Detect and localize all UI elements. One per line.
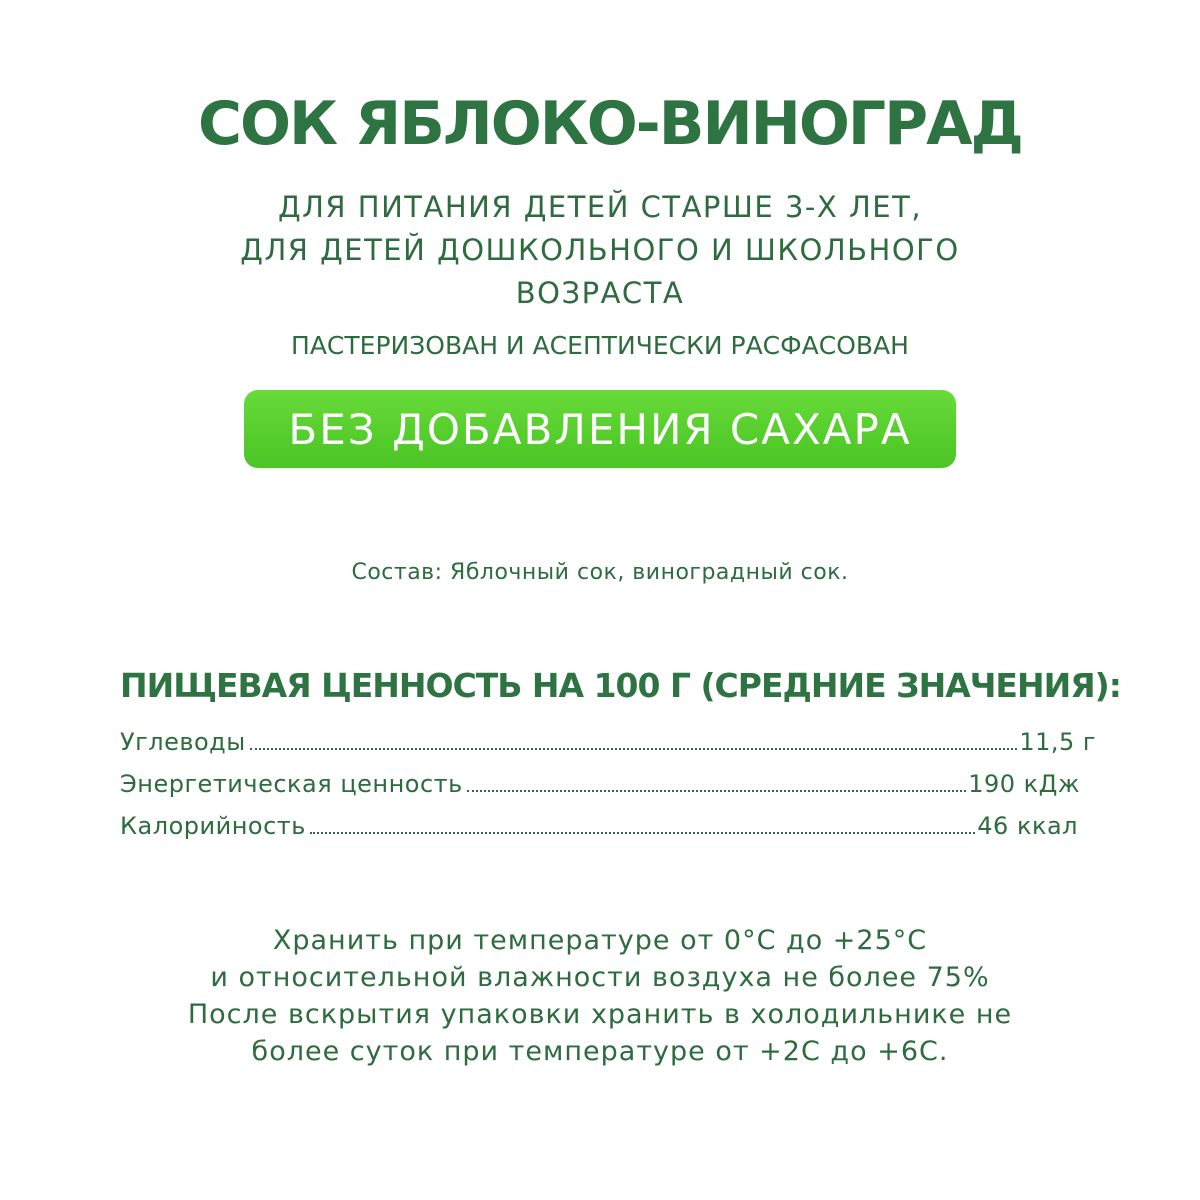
subtitle-line: ВОЗРАСТА [515,276,685,310]
subtitle-line: ДЛЯ ДЕТЕЙ ДОШКОЛЬНОГО И ШКОЛЬНОГО [240,233,960,267]
nutrition-row-name: Энергетическая ценность [120,770,463,798]
processing-note: ПАСТЕРИЗОВАН И АСЕПТИЧЕСКИ РАСФАСОВАН [291,331,909,360]
product-subtitle [0,186,1200,315]
nutrition-row-value: 190 кДж [968,770,1080,798]
storage-line: После вскрытия упаковки хранить в холодильнике не [187,999,1013,1030]
nutrition-row-value: 46 ккал [977,812,1078,840]
nutrition-row-carbs [120,724,1096,760]
dot-leader [250,748,1018,750]
subtitle-line: ДЛЯ ПИТАНИЯ ДЕТЕЙ СТАРШЕ 3-Х ЛЕТ, [277,190,923,224]
nutrition-row-energy [120,766,1080,802]
storage-line: Хранить при температуре от 0°С до +25°С [272,925,928,956]
nutrition-heading: ПИЩЕВАЯ ЦЕННОСТЬ НА 100 Г (СРЕДНИЕ ЗНАЧЕНИЯ): [120,666,1121,705]
nutrition-row-calories [120,808,1078,844]
no-sugar-badge-label: БЕЗ ДОБАВЛЕНИЯ САХАРА [288,404,912,454]
storage-line: более суток при температуре от +2С до +6С. [251,1036,949,1067]
composition-text: Состав: Яблочный сок, виноградный сок. [351,560,849,585]
nutrition-row-name: Углеводы [120,728,246,756]
dot-leader [310,832,975,834]
nutrition-row-name: Калорийность [120,812,306,840]
storage-instructions [0,922,1200,1070]
nutrition-row-value: 11,5 г [1019,728,1096,756]
dot-leader [467,790,966,792]
storage-line: и относительной влажности воздуха не более 75% [210,962,990,993]
product-title: СОК ЯБЛОКО-ВИНОГРАД [198,89,1022,159]
no-sugar-badge [244,390,956,468]
